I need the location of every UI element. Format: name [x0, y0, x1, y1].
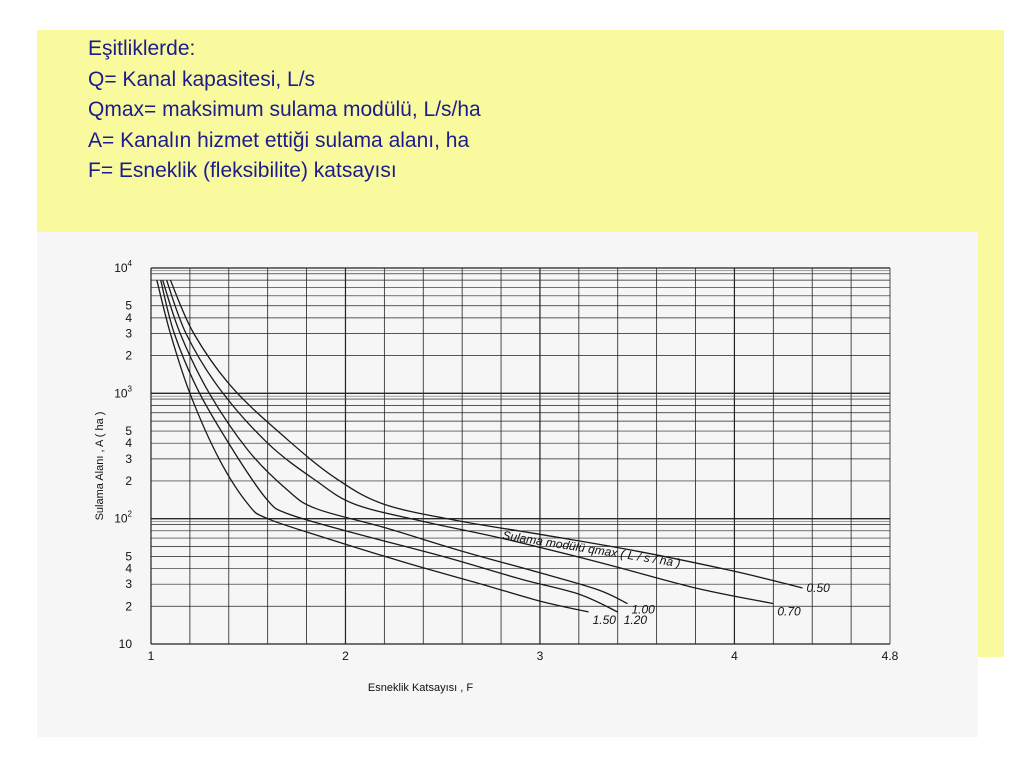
x-tick-label: 2	[342, 649, 349, 663]
y-tick-label: 4	[125, 310, 132, 325]
definition-a: A= Kanalın hizmet ettiği sulama alanı, ha	[88, 128, 470, 152]
chart-ticks	[114, 259, 898, 663]
x-tick-label: 1	[147, 649, 155, 663]
series-label-0.50: 0.50	[806, 580, 830, 595]
series-line-0.70	[167, 280, 774, 603]
x-tick-label: 4	[731, 649, 738, 663]
y-tick-label: 2	[125, 473, 132, 488]
y-tick-label: 2	[125, 348, 132, 363]
series-label-1.20: 1.20	[623, 613, 648, 628]
definitions-heading: Eşitliklerde:	[88, 37, 196, 60]
series-label-1.00: 1.00	[631, 602, 655, 617]
y-tick-label: $10^4$	[114, 259, 132, 275]
y-tick-label: 3	[125, 577, 132, 592]
definition-q: Q= Kanal kapasitesi, L/s	[88, 67, 316, 91]
series-line-1.20	[161, 280, 618, 612]
series-label-1.50: 1.50	[592, 613, 616, 628]
y-axis-label: Sulama Alanı , A ( ha )	[94, 411, 106, 521]
definitions-text	[88, 34, 481, 187]
y-tick-label: 2	[125, 599, 132, 614]
series-label-0.70: 0.70	[777, 604, 801, 619]
y-tick-label: 5	[125, 549, 132, 564]
y-tick-label: 10	[118, 637, 132, 651]
x-axis-label: Esneklik Katsayısı , F	[367, 682, 474, 694]
y-tick-label: 5	[125, 424, 132, 439]
definition-f: F= Esneklik (fleksibilite) katsayısı	[88, 159, 397, 182]
x-tick-label: 4.8	[881, 649, 899, 663]
y-tick-label: 5	[125, 298, 132, 313]
chart-grid	[151, 268, 890, 644]
chart	[37, 232, 978, 737]
series-line-1.50	[157, 280, 589, 612]
y-tick-label: $10^3$	[114, 384, 132, 401]
series-line-1.00	[163, 280, 628, 603]
x-tick-label: 3	[536, 649, 544, 663]
series-line-0.50	[170, 280, 802, 588]
y-tick-label: $10^2$	[114, 509, 132, 526]
y-tick-label: 4	[125, 436, 132, 451]
chart-labels	[593, 581, 831, 627]
definition-qmax: Qmax= maksimum sulama modülü, L/s/ha	[88, 98, 481, 121]
y-tick-label: 4	[125, 561, 132, 576]
y-tick-label: 3	[125, 326, 132, 341]
y-tick-label: 3	[125, 451, 132, 466]
chart-curves	[157, 280, 803, 612]
chart-annotation: Sulama modülü qmax ( L / s / ha )	[501, 528, 682, 571]
chart-panel	[37, 232, 978, 737]
